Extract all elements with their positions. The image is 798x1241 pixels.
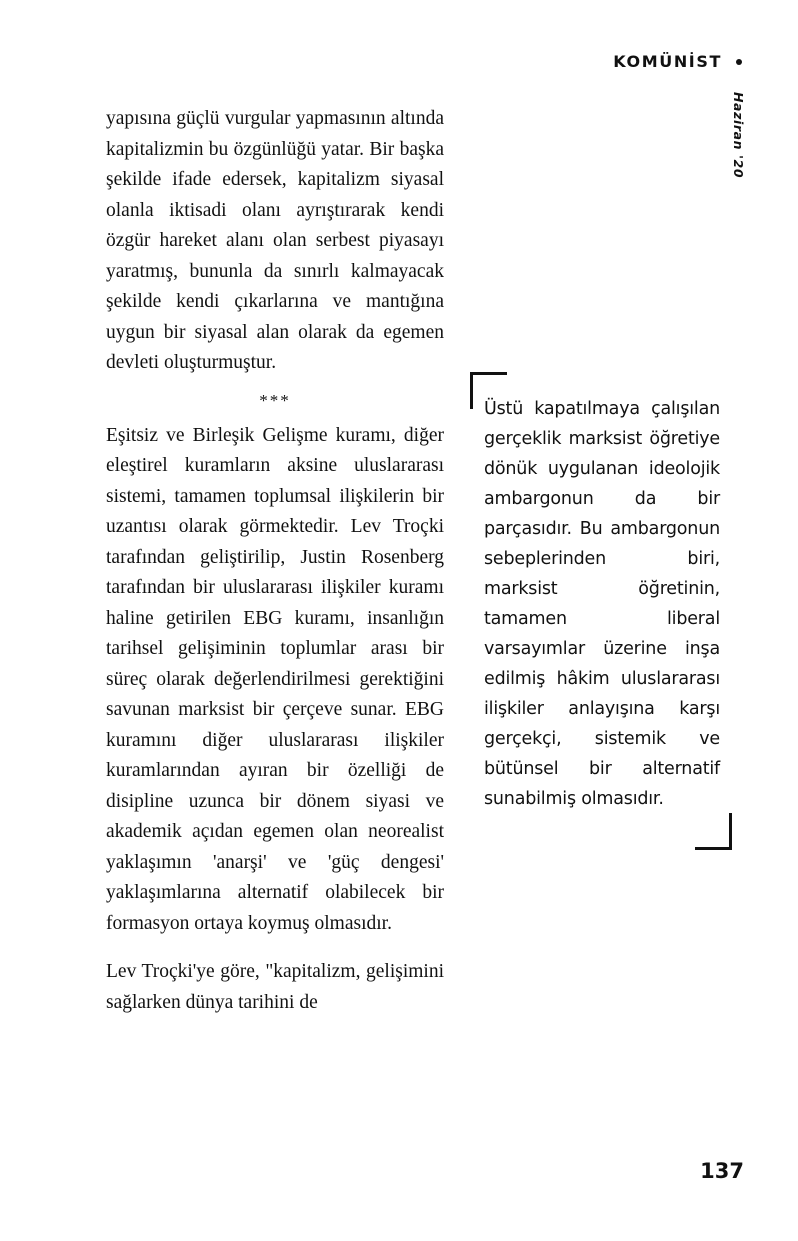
page-number: 137 bbox=[700, 1159, 744, 1183]
section-separator: *** bbox=[259, 390, 291, 410]
bracket-bottom-right bbox=[695, 813, 732, 850]
issue-date: Haziran '20 bbox=[731, 92, 746, 179]
pull-quote-text: Üstü kapatılmaya çalışılan gerçeklik marksist öğretiye dönük uygulanan ideolojik ambargonun da bir parçasıdır. Bu ambargonun sebeplerinden biri, marksist öğretinin, tamamen liberal varsayımlar üzerine inşa edilmiş hâkim uluslararası ilişkiler anlayışına karşı gerçekçi, sistemik ve bütünsel bir alternatif sunabilmiş olmasıdır. bbox=[484, 399, 720, 809]
body-text-column bbox=[106, 104, 444, 1018]
paragraph: yapısına güçlü vurgular yapmasının altında kapitalizmin bu özgünlüğü yatar. Bir başka şekilde ifade edersek, kapitalizm siyasal olanla iktisadi olanı ayrıştırarak kendi özgür hareket alanı olan serbest piyasayı yaratmış, bununla da sınırlı kalmayacak şekilde kendi çıkarlarına ve mantığına uygun bir siyasal alan olarak da egemen devleti oluşturmuştur. bbox=[106, 108, 444, 373]
page-header bbox=[613, 52, 742, 71]
paragraph: Lev Troçki'ye göre, "kapitalizm, gelişimini sağlarken dünya tarihini de bbox=[106, 961, 444, 1013]
paragraph: Eşitsiz ve Birleşik Gelişme kuramı, diğer eleştirel kuramların aksine uluslararası sistemi, tamamen toplumsal ilişkilerin bir uzantısı olarak görmektedir. Lev Troçki tarafından geliştirilip, Justin Rosenberg tarafından bir uluslararası ilişkiler kuramı haline getirilen EBG kuramı, insanlığın tarihsel gelişiminin toplumlar arası bir süreç olarak değerlendirilmesi gerektiğini savunan marksist bir çerçeve sunar. EBG kuramını diğer uluslararası ilişkiler kuramlarından ayıran bir özelliği de disipline uzunca bir dönem siyasi ve akademik açıdan egemen olan neorealist yaklaşımın 'anarşi' ve 'güç dengesi' yaklaşımlarına alternatif olabilecek bir formasyon ortaya koymuş olmasıdır. bbox=[106, 424, 444, 934]
publication-title: KOMÜNİST bbox=[613, 52, 722, 71]
bullet-dot-icon bbox=[736, 59, 742, 65]
pull-quote bbox=[470, 372, 732, 850]
